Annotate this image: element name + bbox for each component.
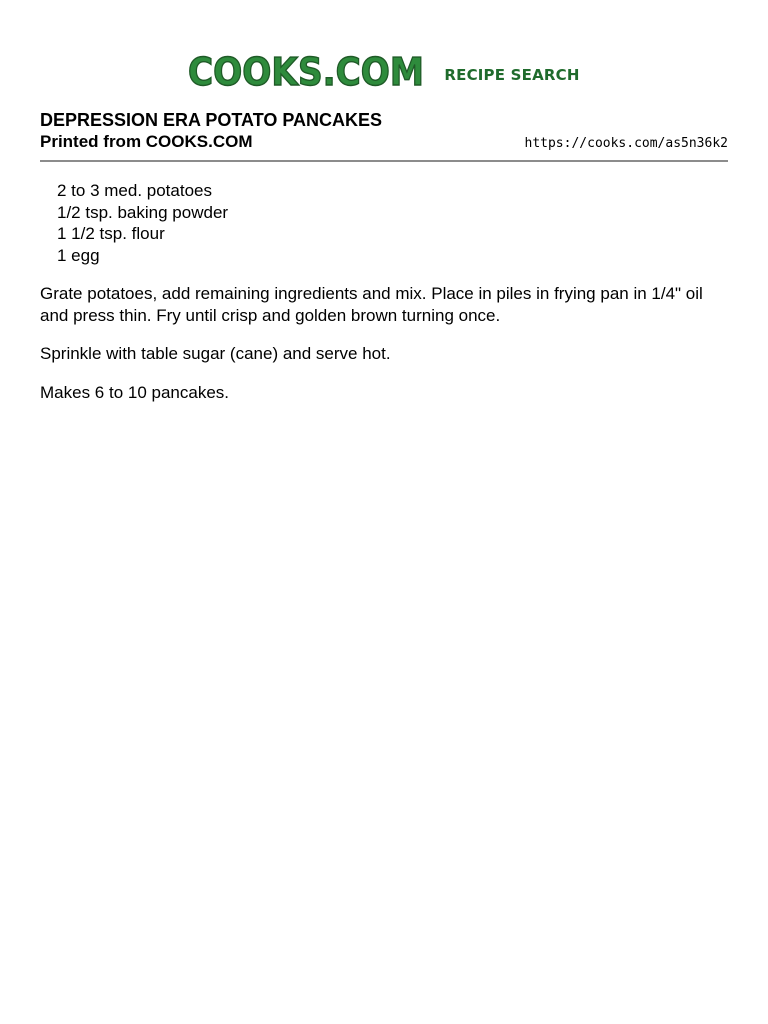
recipe-body (40, 180, 728, 420)
ingredient-item: 2 to 3 med. potatoes (57, 181, 212, 200)
header-subrow (40, 131, 728, 152)
recipe-url[interactable]: https://cooks.com/as5n36k2 (524, 136, 728, 151)
direction-paragraph: Grate potatoes, add remaining ingredients and mix. Place in piles in frying pan in 1/4" oil and press thin. Fry until crisp and golden brown turning once. (40, 284, 703, 325)
recipe-title: DEPRESSION ERA POTATO PANCAKES (40, 110, 383, 130)
direction-paragraph: Makes 6 to 10 pancakes. (40, 382, 230, 402)
logo-brand-text: COOKS.COM (188, 50, 425, 94)
site-logo[interactable] (0, 52, 768, 94)
ingredient-item: 1 egg (57, 245, 100, 265)
header-divider (40, 160, 728, 162)
direction-paragraph: Sprinkle with table sugar (cane) and serve hot. (40, 344, 391, 363)
printed-from-label: Printed from COOKS.COM (40, 132, 253, 151)
ingredient-item: 1/2 tsp. baking powder (57, 202, 229, 222)
ingredient-item: 1 1/2 tsp. flour (57, 224, 165, 243)
cooks-logo-wordmark (188, 52, 438, 94)
ingredient-list (40, 180, 728, 266)
logo-tagline: RECIPE SEARCH (444, 66, 580, 84)
recipe-header (40, 109, 728, 152)
